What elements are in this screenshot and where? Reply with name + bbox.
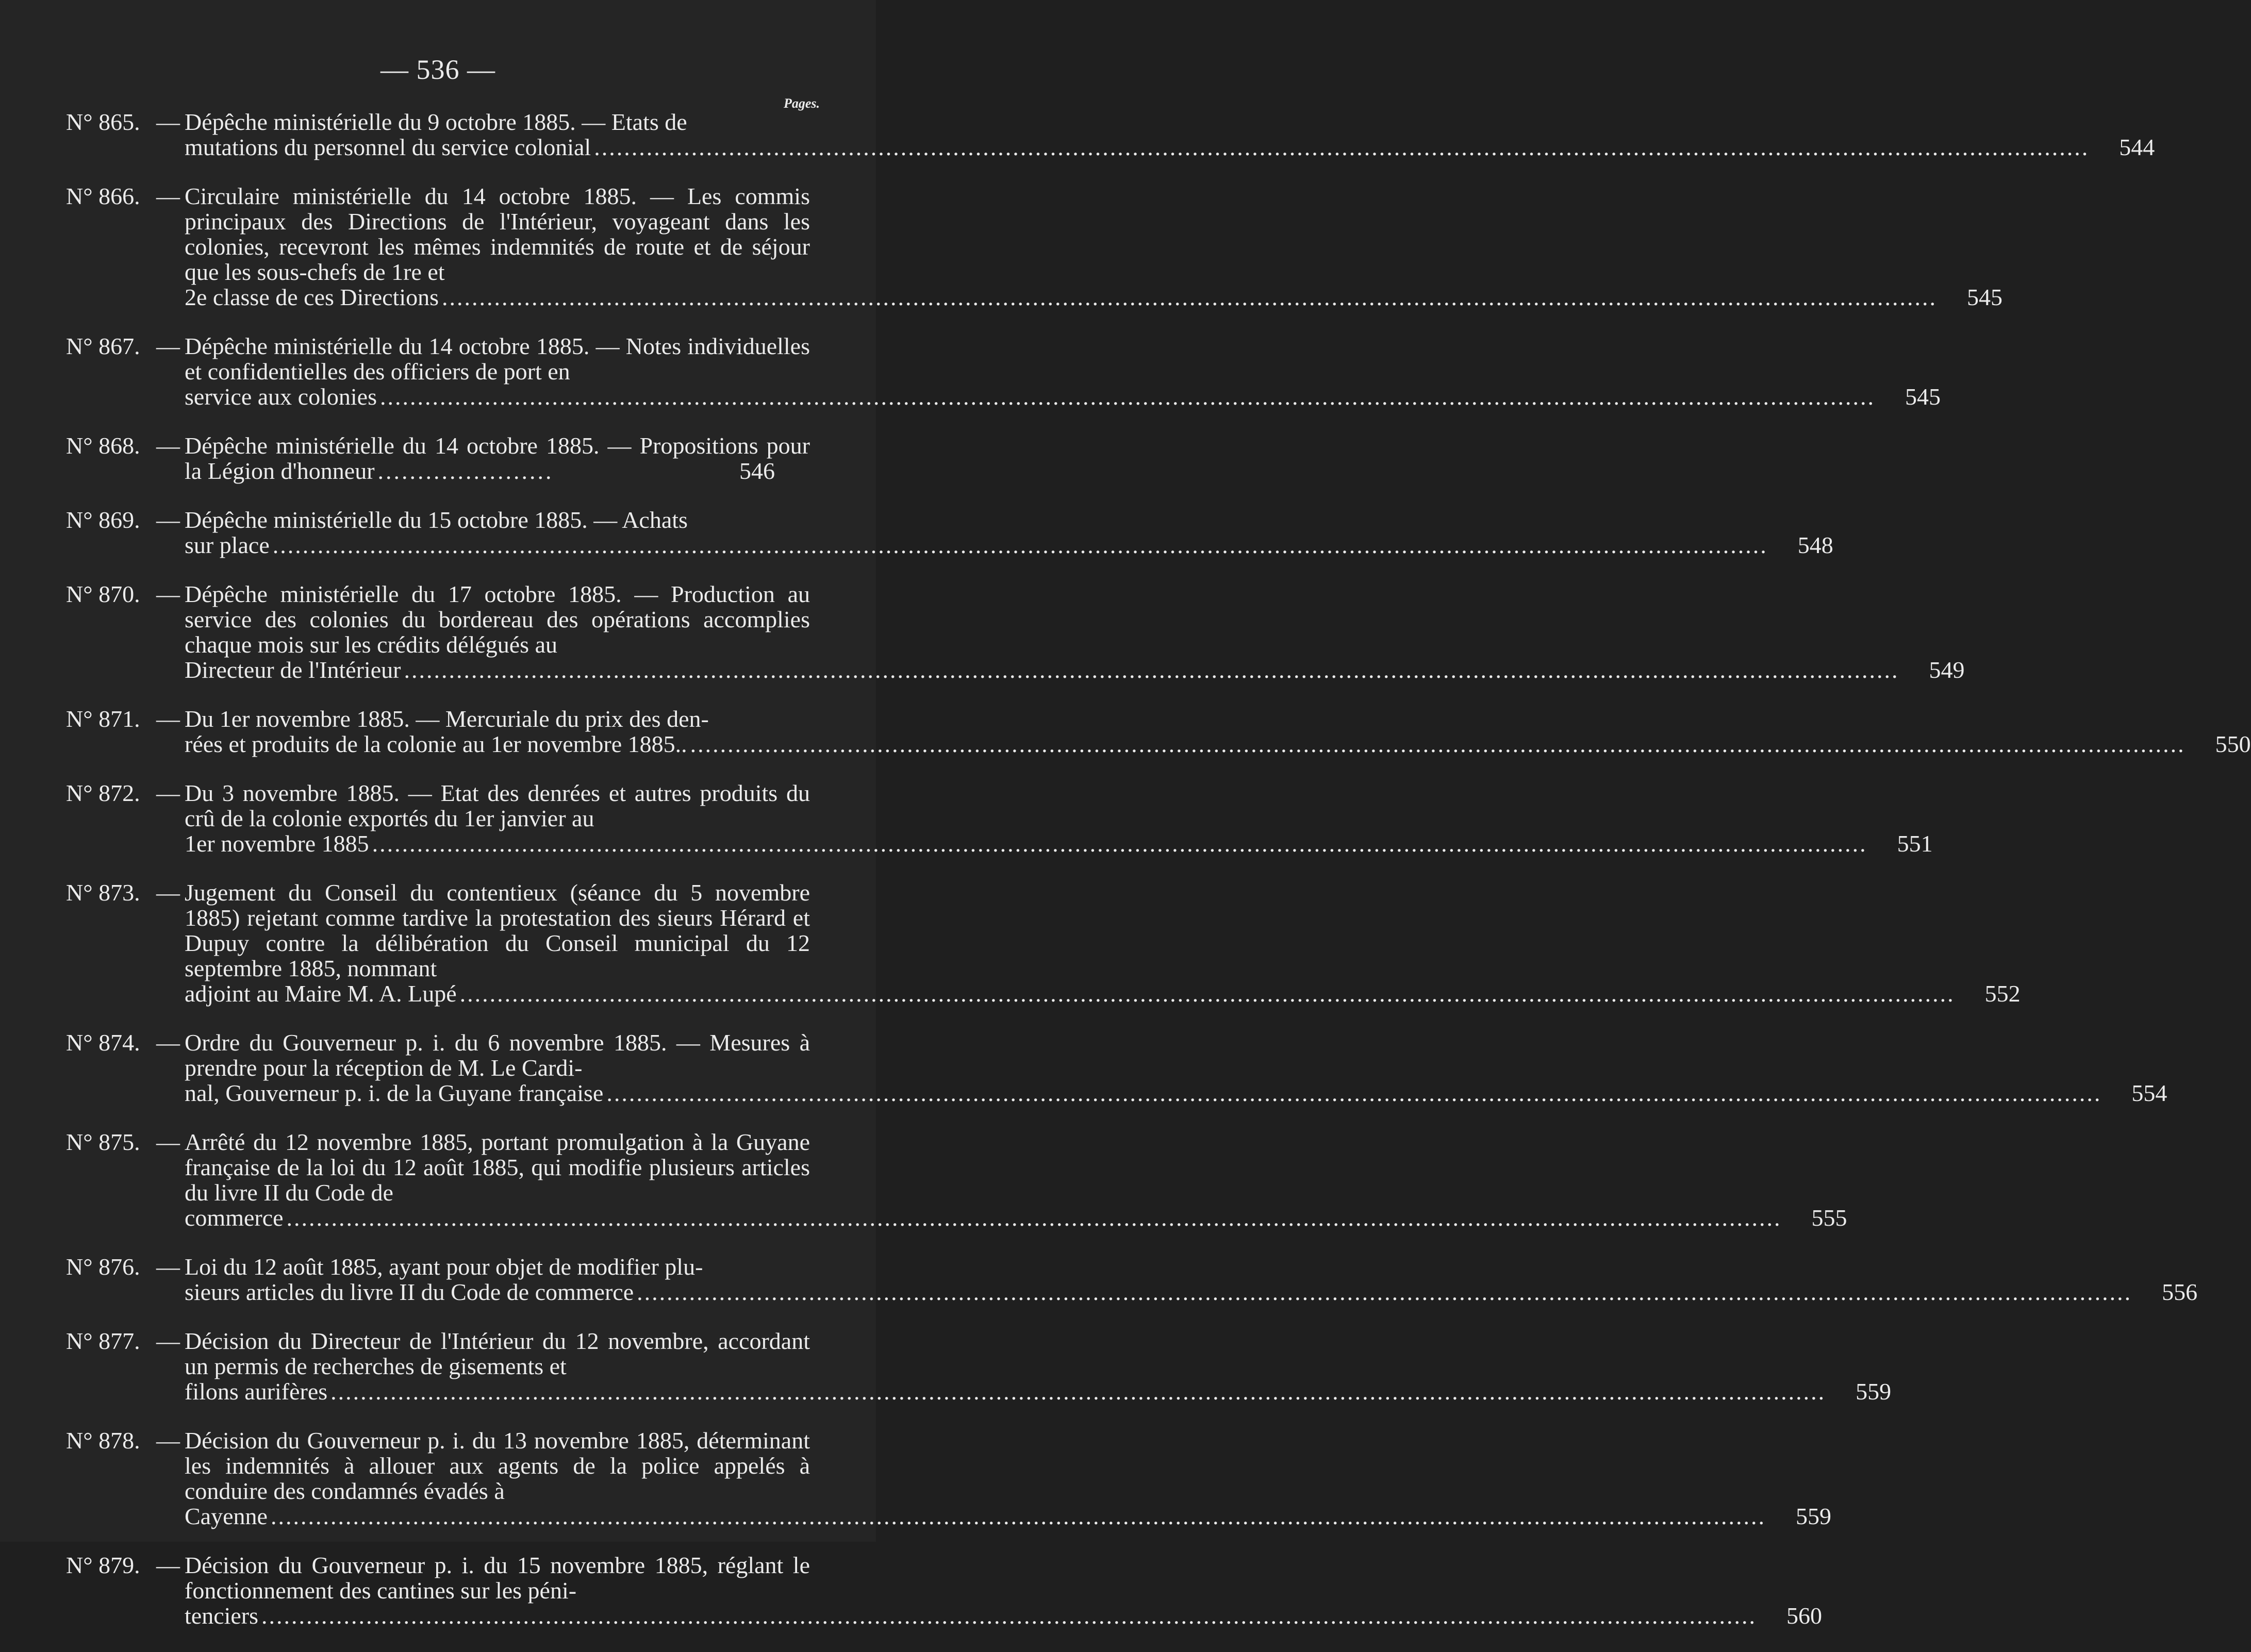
page-reference: 551 — [1897, 830, 1933, 857]
dot-leader: ........................................................................................................................................................................................................ — [606, 1080, 2102, 1106]
entry-title-end: sieurs articles du livre II du Code de commerce — [185, 1279, 634, 1305]
entry-number: N° 879. — [66, 1552, 140, 1578]
entry-leader-line — [185, 1279, 2198, 1305]
page-reference: 546 — [739, 458, 775, 484]
entry-number: N° 868. — [66, 432, 140, 459]
entry-body — [185, 507, 1833, 558]
entry-dash: — — [156, 432, 180, 459]
entry-number: N° 870. — [66, 581, 140, 607]
entry-title: Décision du Gouverneur p. i. du 13 novembre 1885, déterminant les indemnités à allouer aux agents de la police appelés à conduire des condamnés évadés à — [185, 1427, 810, 1504]
entry-number: N° 878. — [66, 1427, 140, 1454]
entry-number: N° 873. — [66, 879, 140, 906]
entry-dash: — — [156, 1029, 180, 1056]
entry-body — [185, 1029, 2167, 1106]
dot-leader: ........................................................................................................................................................................................................ — [404, 657, 1899, 683]
entry-number: N° 874. — [66, 1029, 140, 1056]
dot-leader: ........................................................................................................................................................................................................ — [286, 1205, 1782, 1231]
page-reference: 552 — [1984, 980, 2021, 1007]
entry-leader-line — [185, 1603, 1823, 1629]
toc-entry — [0, 581, 1965, 683]
entry-title-end: commerce — [185, 1205, 284, 1231]
entry-number: N° 875. — [66, 1129, 140, 1155]
entry-title: Arrêté du 12 novembre 1885, portant promulgation à la Guyane française de la loi du 12 août 1885, qui modifie plusieurs articles du livre II du Code de — [185, 1129, 810, 1206]
entry-title: Dépêche ministérielle du 9 octobre 1885. — Etats de — [185, 109, 687, 135]
dot-leader: ........................................................................................................................................................................................................ — [442, 284, 1938, 310]
entry-leader-line — [185, 433, 810, 483]
entry-number: N° 872. — [66, 780, 140, 806]
entry-title: Loi du 12 août 1885, ayant pour objet de modifier plu- — [185, 1254, 703, 1280]
entry-dash: — — [156, 1129, 180, 1155]
entry-dash: — — [156, 1328, 180, 1354]
entry-dash: — — [156, 183, 180, 209]
entry-title-end: nal, Gouverneur p. i. de la Guyane française — [185, 1080, 604, 1106]
entry-title: Jugement du Conseil du contentieux (séance du 5 novembre 1885) rejetant comme tardive la protestation des sieurs Hérard et Dupuy contre la délibération du Conseil municipal du 12 septembre 1885, nommant — [185, 879, 810, 981]
entry-dash: — — [156, 1552, 180, 1578]
toc-entry — [0, 1427, 1831, 1529]
entry-number: N° 865. — [66, 109, 140, 135]
entry-title-end: adjoint au Maire M. A. Lupé — [185, 980, 457, 1007]
entry-title-end: mutations du personnel du service colonial — [185, 134, 591, 160]
dot-leader: ...................... — [377, 458, 554, 484]
dot-leader: ........................................................................................................................................................................................................ — [330, 1378, 1826, 1405]
page-reference: 545 — [1905, 383, 1941, 410]
page-reference: 550 — [2215, 731, 2251, 757]
entry-leader-line — [185, 134, 2155, 160]
entry-title-end: 1er novembre 1885 — [185, 830, 369, 857]
entry-leader-line — [185, 1503, 1831, 1529]
page-reference: 554 — [2131, 1080, 2167, 1106]
entry-leader-line — [185, 731, 2251, 757]
page-number-header: — 536 — — [380, 54, 495, 85]
entry-title-end: 2e classe de ces Directions — [185, 284, 439, 310]
entry-body — [185, 433, 810, 483]
entry-body — [185, 780, 1933, 857]
page-reference: 556 — [2162, 1279, 2198, 1305]
entry-title-end: service aux colonies — [185, 383, 377, 410]
entry-title: Décision du Directeur de l'Intérieur du 12 novembre, accordant un permis de recherches de gisements et — [185, 1328, 810, 1379]
entry-body — [185, 1427, 1831, 1529]
entry-title: Ordre du Gouverneur p. i. du 6 novembre 1885. — Mesures à prendre pour la réception de M. Le Cardi- — [185, 1029, 810, 1081]
entry-body — [185, 183, 2003, 310]
page-reference: 548 — [1797, 532, 1833, 558]
entry-title: Dépêche ministérielle du 14 octobre 1885. — Notes individuelles et confidentielles des officiers de port en — [185, 333, 810, 385]
entry-leader-line — [185, 284, 2003, 310]
toc-entry — [0, 780, 1933, 857]
dot-leader: ........................................................................................................................................................................................................ — [379, 383, 1875, 410]
entry-body — [185, 1328, 1892, 1405]
entry-number: N° 871. — [66, 706, 140, 732]
entry-title-end: Cayenne — [185, 1503, 268, 1529]
entry-title: Circulaire ministérielle du 14 octobre 1885. — Les commis principaux des Directions de l'Intérieur, voyageant dans les colonies, recevront les mêmes indemnités de route et de séjour que les sous-chefs de 1re et — [185, 183, 810, 285]
entry-number: N° 869. — [66, 507, 140, 533]
entry-body — [185, 109, 2155, 160]
entry-dash: — — [156, 1254, 180, 1280]
entry-body — [185, 1129, 1847, 1231]
entry-title: Dépêche ministérielle du 17 octobre 1885. — Production au service des colonies du bordereau des opérations accomplies chaque mois sur les crédits délégués au — [185, 581, 810, 658]
dot-leader: ........................................................................................................................................................................................................ — [272, 532, 1768, 558]
toc-entry — [0, 1254, 2198, 1305]
dot-leader: ........................................................................................................................................................................................................ — [372, 830, 1867, 857]
dot-leader: ........................................................................................................................................................................................................ — [270, 1503, 1766, 1529]
entry-leader-line — [185, 383, 1941, 410]
entry-body — [185, 706, 2251, 757]
entry-dash: — — [156, 1427, 180, 1454]
entry-title-end: tenciers — [185, 1603, 259, 1629]
entry-body — [185, 333, 1941, 410]
entry-dash: — — [156, 581, 180, 607]
entry-title: Dépêche ministérielle du 14 octobre 1885. — Propositions pour la Légion d'honneur — [185, 432, 810, 484]
page-reference: 560 — [1786, 1603, 1823, 1629]
entry-title-end: Directeur de l'Intérieur — [185, 657, 401, 683]
page-reference: 559 — [1795, 1503, 1831, 1529]
toc-entry — [0, 1552, 1823, 1629]
dot-leader: ........................................................................................................................................................................................................ — [459, 980, 1955, 1007]
entry-body — [185, 1552, 1823, 1629]
page-reference: 544 — [2119, 134, 2155, 160]
entry-title-end: filons aurifères — [185, 1378, 328, 1405]
toc-entry — [0, 109, 2155, 160]
entry-title: Du 1er novembre 1885. — Mercuriale du prix des den- — [185, 706, 709, 732]
dot-leader: ........................................................................................................................................................................................................ — [690, 731, 2186, 757]
entry-leader-line — [185, 532, 1833, 558]
entry-number: N° 866. — [66, 183, 140, 209]
pages-column-label: Pages. — [784, 96, 820, 111]
page-reference: 555 — [1811, 1205, 1847, 1231]
toc-entry — [0, 1129, 1847, 1231]
toc-entry — [0, 1328, 1892, 1405]
dot-leader: ........................................................................................................................................................................................................ — [637, 1279, 2132, 1305]
entry-leader-line — [185, 657, 1965, 683]
entry-leader-line — [185, 1205, 1847, 1231]
entry-number: N° 867. — [66, 333, 140, 359]
entry-title: Dépêche ministérielle du 15 octobre 1885. — Achats — [185, 507, 688, 533]
page-reference: 545 — [1967, 284, 2003, 310]
entry-dash: — — [156, 333, 180, 359]
entry-dash: — — [156, 879, 180, 906]
toc-entry — [0, 333, 1941, 410]
entry-title-end: rées et produits de la colonie au 1er novembre 1885.. — [185, 731, 687, 757]
toc-entry — [0, 879, 2021, 1007]
entry-leader-line — [185, 1378, 1892, 1405]
entry-title: Décision du Gouverneur p. i. du 15 novembre 1885, réglant le fonctionnement des cantines sur les péni- — [185, 1552, 810, 1604]
entry-dash: — — [156, 780, 180, 806]
table-of-contents — [0, 109, 2251, 1652]
entry-leader-line — [185, 1080, 2167, 1106]
entry-body — [185, 1254, 2198, 1305]
entry-dash: — — [156, 507, 180, 533]
entry-body — [185, 581, 1965, 683]
entry-number: N° 877. — [66, 1328, 140, 1354]
entry-body — [185, 879, 2021, 1007]
page-reference: 559 — [1856, 1378, 1892, 1405]
page-reference: 549 — [1929, 657, 1965, 683]
toc-entry — [0, 706, 2251, 757]
entry-dash: — — [156, 706, 180, 732]
dot-leader: ........................................................................................................................................................................................................ — [594, 134, 2090, 160]
toc-entry — [0, 433, 876, 483]
entry-title: Du 3 novembre 1885. — Etat des denrées et autres produits du crû de la colonie exportés du 1er janvier au — [185, 780, 810, 831]
entry-dash: — — [156, 109, 180, 135]
entry-leader-line — [185, 980, 2021, 1007]
toc-entry — [0, 183, 2003, 310]
entry-title-end: sur place — [185, 532, 270, 558]
dot-leader: ........................................................................................................................................................................................................ — [261, 1603, 1757, 1629]
toc-entry — [0, 507, 1833, 558]
entry-leader-line — [185, 830, 1933, 857]
toc-entry — [0, 1029, 2167, 1106]
entry-number: N° 876. — [66, 1254, 140, 1280]
